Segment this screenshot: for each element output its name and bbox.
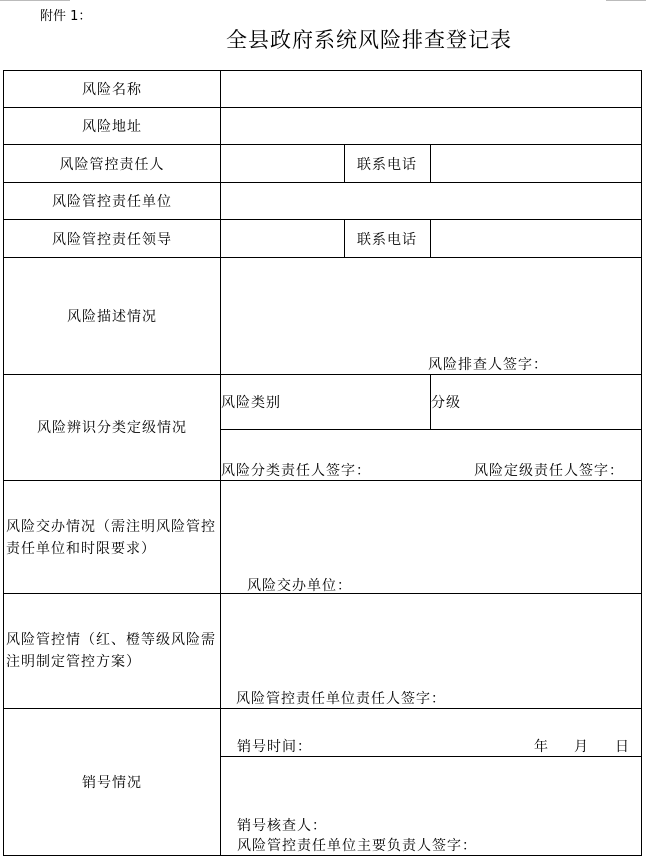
- control-person-phone-label: 联系电话: [357, 157, 417, 173]
- top-rule-right: [606, 0, 646, 1]
- category-label: 风险类别: [221, 395, 281, 411]
- assignment-unit-label: 风险交办单位：: [247, 578, 352, 594]
- classification-label: 风险辨识分类定级情况: [37, 420, 187, 436]
- row-divider: [4, 257, 641, 258]
- control-unit-label: 风险管控责任单位: [52, 194, 172, 210]
- row-divider: [4, 708, 641, 709]
- control-leader-phone-field[interactable]: [436, 229, 636, 249]
- control-unit-field[interactable]: [226, 191, 636, 211]
- risk-name-label: 风险名称: [82, 82, 142, 98]
- assignment-label: 风险交办情况（需注明风险管控责任单位和时限要求）: [6, 519, 216, 557]
- control-person-phone-field[interactable]: [436, 154, 636, 174]
- closure-year-label: 年: [534, 739, 549, 755]
- closure-time-label: 销号时间：: [237, 739, 312, 755]
- column-divider: [430, 219, 431, 257]
- control-unit-signature-label: 风险管控责任单位责任人签字：: [236, 691, 446, 707]
- closure-day-label: 日: [615, 739, 630, 755]
- row-divider: [4, 182, 641, 183]
- control-person-field[interactable]: [226, 154, 338, 174]
- annex-label: 附件 1：: [40, 9, 92, 24]
- control-leader-field[interactable]: [226, 229, 338, 249]
- control-leader-label: 风险管控责任领导: [52, 232, 172, 248]
- closure-label: 销号情况: [82, 775, 142, 791]
- registration-form-table: [3, 70, 642, 856]
- principal-signature-label: 风险管控责任单位主要负责人签字：: [237, 838, 477, 854]
- row-divider: [4, 374, 641, 375]
- control-person-label: 风险管控责任人: [59, 157, 165, 173]
- category-signature-label: 风险分类责任人签字：: [221, 463, 371, 479]
- form-title: 全县政府系统风险排查登记表: [226, 28, 512, 52]
- row-divider: [220, 429, 641, 430]
- risk-address-label: 风险地址: [82, 119, 142, 135]
- control-leader-phone-label: 联系电话: [357, 232, 417, 248]
- closure-month-label: 月: [574, 739, 589, 755]
- control-status-label: 风险管控情（红、橙等级风险需注明制定管控方案）: [6, 632, 216, 670]
- grade-label: 分级: [431, 395, 461, 411]
- row-divider: [4, 107, 641, 108]
- row-divider: [4, 219, 641, 220]
- risk-address-field[interactable]: [226, 116, 636, 136]
- inspector-signature-label: 风险排查人签字：: [428, 357, 548, 373]
- description-label: 风险描述情况: [67, 309, 157, 325]
- row-divider: [4, 144, 641, 145]
- risk-name-field[interactable]: [226, 79, 636, 99]
- closure-checker-label: 销号核查人：: [237, 818, 327, 834]
- column-divider: [430, 144, 431, 182]
- grade-signature-label: 风险定级责任人签字：: [474, 463, 624, 479]
- top-rule-left: [0, 0, 70, 1]
- row-divider: [4, 480, 641, 481]
- row-divider: [220, 756, 641, 757]
